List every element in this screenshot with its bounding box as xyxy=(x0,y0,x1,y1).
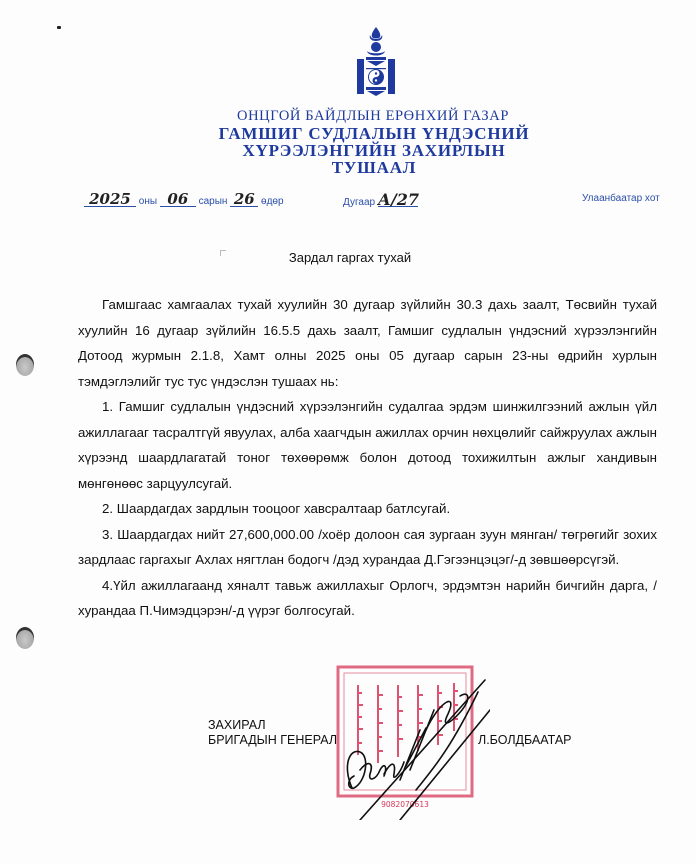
preamble-paragraph: Гамшгаас хамгаалах тухай хуулийн 30 дугаар зүйлийн 30.3 дахь заалт, Төсвийн тухай хуулийн 16 дугаар зүйлийн 16.5.5 дахь заалт, Гамшиг судлалын үндэсний хүрээлэнгийн Дотоод журмын 2.1.8, Хамт олны 2025 оны 05 дугаар сарын 23-ны өдрийн хурлын тэмдэглэлийг тус тус үндэслэн тушаах нь: xyxy=(78,297,657,389)
soyombo-emblem-icon xyxy=(353,26,399,98)
document-number xyxy=(343,190,420,209)
date-month: 06 xyxy=(160,193,196,207)
date-month-suffix: сарын xyxy=(198,196,228,207)
order-item-1: 1. Гамшиг судлалын үндэсний хүрээлэнгийн судалгаа эрдэм шинжилгээний ажлын үйл ажиллагааг тасралтгүй явуулах, алба хаагчдын ажиллах орчин нөхцөлийг сайжруулах ажлын хүрээнд шаардлагатай тоног төхөөрөмж болон дотоод тохижилтын ажлыг хандивын мөнгөнөөс зарцуулсугай. xyxy=(78,399,657,491)
document-type: ТУШААЛ xyxy=(331,158,417,177)
number-value: А/27 xyxy=(377,190,420,209)
date-year: 2025 xyxy=(84,193,136,207)
date-year-suffix: оны xyxy=(138,196,158,207)
order-item-3: 3. Шаардагдах нийт 27,600,000.00 /хоёр долоон сая зургаан зуун мянган/ төгрөгийг зохих зардлаас гаргахыг Ахлах нягтлан бодогч /дэд хурандаа Д.Гэгээнцэцэг/-д зөвшөөрсүгэй. xyxy=(78,526,657,567)
signatory-name: Л.БОЛДБААТАР xyxy=(478,733,572,747)
document-city: Улаанбаатар хот xyxy=(582,193,660,204)
signatory-title: ЗАХИРАЛ xyxy=(208,718,266,732)
institution-title-line1: ГАМШИГ СУДЛАЛЫН ҮНДЭСНИЙ xyxy=(218,124,530,143)
date-day: 26 xyxy=(230,193,258,207)
number-label: Дугаар xyxy=(343,197,376,208)
order-item-4: 4.Үйл ажиллагаанд хяналт тавьж ажиллахыг Орлогч, эрдэмтэн нарийн бичгийн дарга, /хурандаа П.Чимэдцэрэн/-д үүрэг болгосугай. xyxy=(78,577,657,618)
institution-title-line2: ХҮРЭЭЛЭНГИЙН ЗАХИРЛЫН xyxy=(242,141,506,160)
punch-hole-top xyxy=(16,354,34,376)
document-date xyxy=(84,190,284,208)
document-body xyxy=(78,292,657,624)
stamp-number: 9082070613 xyxy=(381,800,429,809)
handwritten-signature-icon xyxy=(340,670,490,820)
scan-speck xyxy=(57,26,61,29)
order-item-2: 2. Шаардагдах зардлын тооцоог хавсралтаар батлсугай. xyxy=(102,501,451,516)
document-subject: Зардал гаргах тухай xyxy=(288,250,412,265)
date-day-suffix: өдөр xyxy=(261,196,284,207)
parent-agency: ОНЦГОЙ БАЙДЛЫН ЕРӨНХИЙ ГАЗАР xyxy=(237,108,509,124)
punch-hole-bottom xyxy=(16,627,34,649)
signatory-rank: БРИГАДЫН ГЕНЕРАЛ xyxy=(208,733,338,747)
